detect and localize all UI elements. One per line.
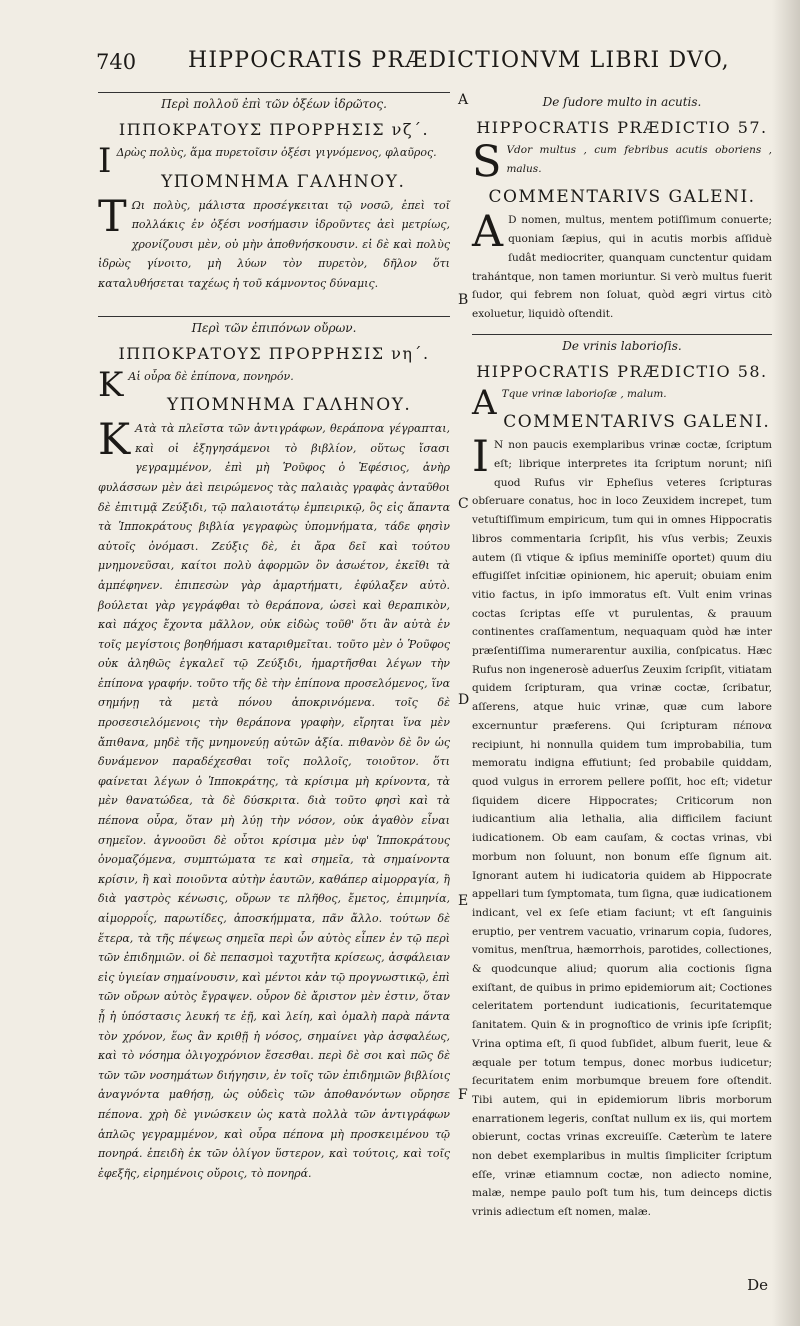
page-number: 740 <box>96 50 137 74</box>
drop-cap: I <box>472 432 489 483</box>
margin-letter-c: C <box>458 496 469 512</box>
greek-commentary-57 <box>98 191 450 294</box>
latin-section-heading-58: De vrinis laborioſis. <box>562 338 682 353</box>
greek-prediction-text-58 <box>98 364 450 405</box>
greek-commentary-body: Ωι πολὺς, μάλιστα προσέγκειται τῷ νοσῶ, ἐπεὶ τοῖ πολλάκις ἐν ὀξέσι νοσήμασιν ἱδροῦντες ἀεὶ μετρίως, χρονίζουσι μὲν, οὐ μὴν ἀποθνήσκουσιν. εἰ δὲ καὶ πολὺς ἱδρὼς γίνοιτο, μὴ λύων τὸν πυρετὸν, δῆλον ὅτι καταλυθήσεται ταχέως ἡ τοῦ κάμνοντος δύναμις. <box>98 198 450 290</box>
latin-text-body: Tque vrinæ laborioſæ , malum. <box>501 387 667 400</box>
latin-text-body: Vdor multus , cum febribus acutis oboriens , malus. <box>506 144 772 175</box>
greek-text-body: Δρὼς πολὺς, ἅμα πυρετοῖσιν ὀξέσι γιγνόμενος, φλαῦρος. <box>116 146 437 159</box>
latin-prediction-text-57 <box>472 137 772 187</box>
margin-letter-f: F <box>458 1087 468 1103</box>
drop-cap: Κ <box>98 415 131 466</box>
latin-prediction-title-58: HIPPOCRATIS PRÆDICTIO 58. <box>476 361 768 381</box>
greek-commentary-body: Ατὰ τὰ πλεῖστα τῶν ἀντιγράφων, θεράπονα γέγραπται, καὶ οἱ ἐξηγησάμενοι τὸ βιβλίον, οὕτως ἴσασι γεγραμμένον, ἐπὶ μὴ Ῥοῦφος ὁ Ἐφέσιος, ἀνὴρ φυλάσσων μὲν ἀεὶ πειρώμενος τὰς παλαιὰς γραφὰς ἀνταῦθοι δὲ ἐπιτιμᾷ Ζεύξιδι, τῷ παλαιοτάτῳ ἐμπειρικῷ, ὃς εἰς ἅπαντα τὰ Ἱπποκράτους βιβλία γεγραφὼς ὑπομνήματα, τάδε φησὶν αὐτοῖς ὀνόμασι. Ζεύξις δὲ, ἐι ἄρα δεῖ καὶ τούτου μνημονεῦσαι, καίτοι πολὺ ἀφορμῶν ὂν ἀσωέτον, ἐκεῖθι τὰ ἀμπέφηνεν. ἐπιπεσὼν γὰρ ἀμαρτήματι, ἐφύλαξεν αὐτὸ. βούλεται γὰρ γεγράφθαι τὸ θεράπονα, ὡσεὶ καὶ θεραπικὸν, καὶ πάχος ἔχοντα μᾶλλον, οὐκ εἰδὼς τοῦθ' ὅτι ἂν αὐτὰ ἐν τοῖς μεγίστοις βοηθήμασι καταριθμεῖται. τοῦτο μὲν ὁ Ῥοῦφος οὐκ ἀληθῶς ἐγκαλεῖ τῷ Ζεύξιδι, ἡμαρτῆσθαι λέγων τὴν ἐπίπονα γραφήν. τοῦτο τῆς δὲ τὴν ἐπίπονα προσελόμενος, ἵνα σημήνῃ τὰ μετὰ πόνου ἀποκρινόμενα. τοῖς δὲ προσεσιελόμενοις τὴν θεράπονα γραφὴν, εἴρηται ἵνα μὲν ἄπιθανα, μηδὲ τῆς μνημονεύῃ αὐτῶν ἀξία. πιθανὸν δὲ ὂν ὡς δυνάμενον παραδέχεσθαι τοῖς πολλοῖς, τοιοῦτον. ὅτι φαίνεται λέγων ὁ Ἱπποκράτης, τὰ κρίσιμα μὴ κρίνοντα, τὰ μὲν θανατώδεα, τὰ δὲ δύσκριτα. διὰ τοῦτο φησὶ καὶ τὰ πέπονα οὖρα, ὅταν μὴ λύῃ τὴν νόσον, οὐκ ἀγαθὸν εἶναι σημεῖον. ἀγνοοῦσι δὲ οὗτοι κρίσιμα μὲν ὑφ' Ἱπποκράτους ὀνομαζόμενα, συμπτώματα τε καὶ σημεῖα, τὰ σημαίνοντα κρίσιν, ἢ καὶ ποιοῦντα αὐτὴν ἑαυτῶν, καθάπερ αἱμορραγία, ἢ διὰ γαστρὸς κένωσις, οὔρων τε πλῆθος, ἔμετος, ἐπιμηνία, αἱμορροΐς, παρωτίδες, ἀποσκήμματα, πᾶν ἄλλο. τούτων δὲ ἕτερα, τὰ τῆς πέψεως σημεῖα περὶ ὧν αὐτὸς εἶπεν ἐν τῷ περὶ τῶν ἐπιδημιῶν. οἱ δὲ πεπασμοὶ ταχυτῆτα κρίσεως, ἀσφάλειαν εἰς ὑγιείαν σημαίνουσιν, καὶ μέντοι κἀν τῷ προγνωστικῷ, ἐπὶ τῶν οὔρων αὐτὸς ἔγραψεν. οὖρον δὲ ἄριστον μὲν ἐστιν, ὅταν ᾖ ἡ ὑπόστασις λευκή τε ἐῇ, καὶ λείη, καὶ ὁμαλὴ παρὰ πάντα τὸν χρόνον, ἕως ἂν κριθῇ ἡ νόσος, σημαίνει γὰρ ἀσφαλέως, καὶ τὸ νόσημα ὀλιγοχρόνιον ἔσεσθαι. περὶ δὲ σοι καὶ πῶς δὲ τῶν τῶν νοσημάτων διήγησιν, ἐν τοῖς τῶν ἐπιδημιῶν βιβλίοις ἀναγνόντα μαθήσῃ, ὡς οὐδεὶς τῶν ἀποθανόντων οὔρησε πέπονα. χρὴ δὲ γινώσκειν ὡς κατὰ πολλὰ τῶν ἀντιγράφων ἁπλῶς γεγραμμένον, καὶ οὖρα πέπονα μὴ προσκειμένου τῷ πονηρά. ἐπειδὴ ἐκ τῶν ὀλίγον ὕστερον, καὶ τούτοις, καὶ τοῖς ἐφεξῆς, εἰρημένοις οὔροις, τὸ πονηρά. <box>98 422 450 1180</box>
latin-commentary-title-57: COMMENTARIVS GALENI. <box>488 187 756 208</box>
drop-cap: A <box>472 382 497 423</box>
latin-section-heading-57: De ſudore multo in acutis. <box>542 95 702 109</box>
greek-prediction-text-57 <box>98 141 450 181</box>
margin-letter-a: A <box>458 92 469 108</box>
drop-cap: Κ <box>98 364 124 405</box>
greek-section-heading-58: Περὶ τῶν ἐπιπόνων οὔρων. <box>191 320 357 335</box>
section-rule <box>98 92 450 93</box>
greek-prediction-title-57: ΙΠΠΟΚΡΑΤΟΥΣ ΠΡΟΡΡΗΣΙΣ νζ΄. <box>118 120 430 139</box>
greek-commentary-58 <box>98 415 450 1183</box>
greek-text-body: Αἱ οὖρα δὲ ἐπίπονα, πονηρόν. <box>128 369 294 383</box>
greek-commentary-title-58: ΥΠΟΜΝΗΜΑ ΓΑΛΗΝΟΥ. <box>167 395 412 416</box>
latin-commentary-body: D nomen, multus, mentem potiſſimum conuerte; quoniam ſæpius, qui in acutis morbis aſſiduè ſudât mediocriter, quanquam cunctentur quidam trahántque, non tamen moriuntur. Si verò multus fuerit ſudor, qui febrem non ſoluat, quòd ægri virtus citò exoluetur, liquidò oſtendit. <box>472 214 772 320</box>
running-title: HIPPOCRATIS PRÆDICTIONVM LIBRI DVO, <box>188 48 730 73</box>
page-edge-shadow <box>772 0 800 1326</box>
running-header <box>96 48 776 84</box>
greek-section-heading-57: Περὶ πολλοῦ ἐπὶ τῶν ὀξέων ἱδρῶτος. <box>161 97 387 111</box>
catchword: De <box>747 1276 768 1294</box>
greek-prediction-title-58: ΙΠΠΟΚΡΑΤΟΥΣ ΠΡΟΡΡΗΣΙΣ νη΄. <box>118 343 430 363</box>
latin-commentary-title-58: COMMENTARIVS GALENI. <box>503 412 771 433</box>
latin-commentary-58 <box>472 432 772 1222</box>
margin-letter-e: E <box>458 893 469 909</box>
greek-commentary-title-57: ΥΠΟΜΝΗΜΑ ΓΑΛΗΝΟΥ. <box>161 171 406 192</box>
drop-cap: S <box>472 137 502 187</box>
drop-cap: Τ <box>98 191 127 242</box>
margin-letter-d: D <box>458 692 470 708</box>
latin-commentary-body: N non paucis exemplaribus vrinæ coctæ, ſcriptum eſt; librique interpretes ita ſcriptum norunt; niſi quod Rufus vir Epheſius veteres ſcripturas obſeruare conatus, hoc in loco Zeuxidem increpet, tum vetuſtiſſimum empiricum, tum qui in omnes Hippocratis libros commentaria ſcripſit, his vſus verbis; Zeuxis autem (ſi vtique & ipſius meminiſſe oportet) quum diu effugiſſet inſcitiæ opinionem, hic aperuit; obuiam enim vitio factus, in ipſo immoratus eſt. Vult enim vrinas coctas ſcriptas eſſe vt purulentas, & prauum continentes craſſamentum, nequaquam quòd hæ inter præſentiſſima numerarentur auxilia, conſpicatus. Hæc Rufus non ingenerosè aduerſus Zeuxim ſcripſit, vitiatam quidem ſcripturam, qua vrinæ coctæ, ſcribatur, aſſerens, atque huic vrinæ, quæ cum labore excernuntur præferens. Qui ſcripturam πέπονα recipiunt, hi nonnulla quidem tum improbabilia, tum memoratu indigna effutiunt; ſed probabile quiddam, quod vulgus in errorem pellere poſſit, hoc eſt; videtur ſiquidem dicere Hippocrates; Criticorum non iudicantium alia lethalia, alia difficilem faciunt iudicationem. Ob eam cauſam, & coctas vrinas, vbi morbum non ſoluunt, non bonum eſſe ſignum ait. Ignorant autem hi iudicatoria quidem ab Hippocrate appellari tum ſymptomata, tum ſigna, quæ iudicationem indicant, vel ex ſeſe etiam faciunt; vt eſt ſanguinis eruptio, per ventrem vacuatio, vrinarum copia, ſudores, vomitus, menſtrua, hæmorrhois, parotides, collectiones, & quodcunque aliud; quorum alia coctionis ſigna exiſtant, de quibus in primo epidemiorum ait; Coctiones celeritatem portendunt iudicationis, ſecuritatemque ſanitatem. Quin & in prognoſtico de vrinis ipſe ſcripſit; Vrina optima eſt, ſi quod ſubſidet, album fuerit, leue & æquale per totum tempus, donec morbus iudicetur; ſecuritatem enim morbumque breuem fore oſtendit. Tibi autem, qui in epidemiorum libris morborum enarrationem legeris, conſtat nullum ex iis, qui mortem obierunt, coctas vrinas excreuiſſe. Cæterùm te latere non debet exemplaribus in multis ſimpliciter ſcriptum eſſe, vrinæ etiamnum coctæ, non adiecto nomine, malæ, nempe paulo poſt tum his, tum deinceps dictis vrinis adiectum eſt nomen, malæ. <box>472 439 772 1219</box>
greek-column <box>98 92 450 1222</box>
latin-column <box>472 92 772 1222</box>
section-rule <box>98 316 450 317</box>
section-rule <box>472 334 772 335</box>
latin-commentary-57 <box>472 207 772 323</box>
drop-cap: Ι <box>98 141 112 181</box>
margin-letter-b: B <box>458 292 469 308</box>
drop-cap: A <box>472 207 504 258</box>
latin-prediction-title-57: HIPPOCRATIS PRÆDICTIO 57. <box>476 118 768 137</box>
